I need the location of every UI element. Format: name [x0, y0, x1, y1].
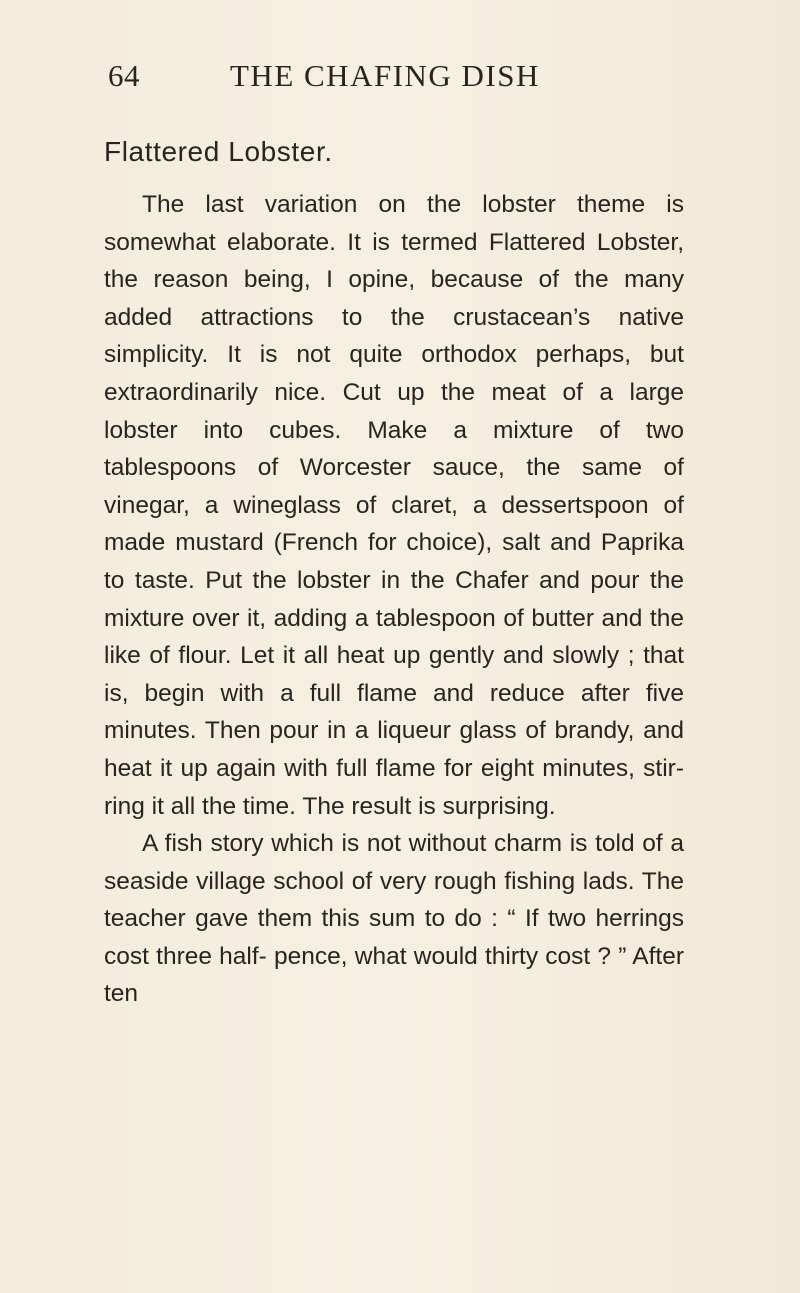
running-title: THE CHAFING DISH	[230, 58, 540, 93]
recipe-title: Flattered Lobster.	[104, 136, 333, 167]
paragraph: A fish story which is not without charm is told of a seaside village school of very rough fishing lads. The teacher gave them this sum to do : “ If two herrings cost three half- pence, what would thirty cost ? ” After ten	[104, 830, 684, 1008]
paragraph: The last variation on the lobster theme is somewhat elaborate. It is termed Flattered Lobster, the reason being, I opine, because of the many added attractions to the crustacean’s native simplicity. It is not quite orthodox perhaps, but extraordinarily nice. Cut up the meat of a large lobster into cubes. Make a mixture of two tablespoons of Worcester sauce, the same of vinegar, a wineglass of claret, a dessertspoon of made mustard (French for choice), salt and Paprika to taste. Put the lobster in the Chafer and pour the mixture over it, adding a tablespoon of butter and the like of flour. Let it all heat up gently and slowly ; that is, begin with a full flame and reduce after five minutes. Then pour in a liqueur glass of brandy, and heat it up again with full flame for eight minutes, stir- ring it all the time. The result is surprising.	[104, 191, 684, 820]
recipe-body	[104, 186, 684, 1013]
running-head	[0, 58, 800, 102]
page-number: 64	[108, 58, 140, 93]
